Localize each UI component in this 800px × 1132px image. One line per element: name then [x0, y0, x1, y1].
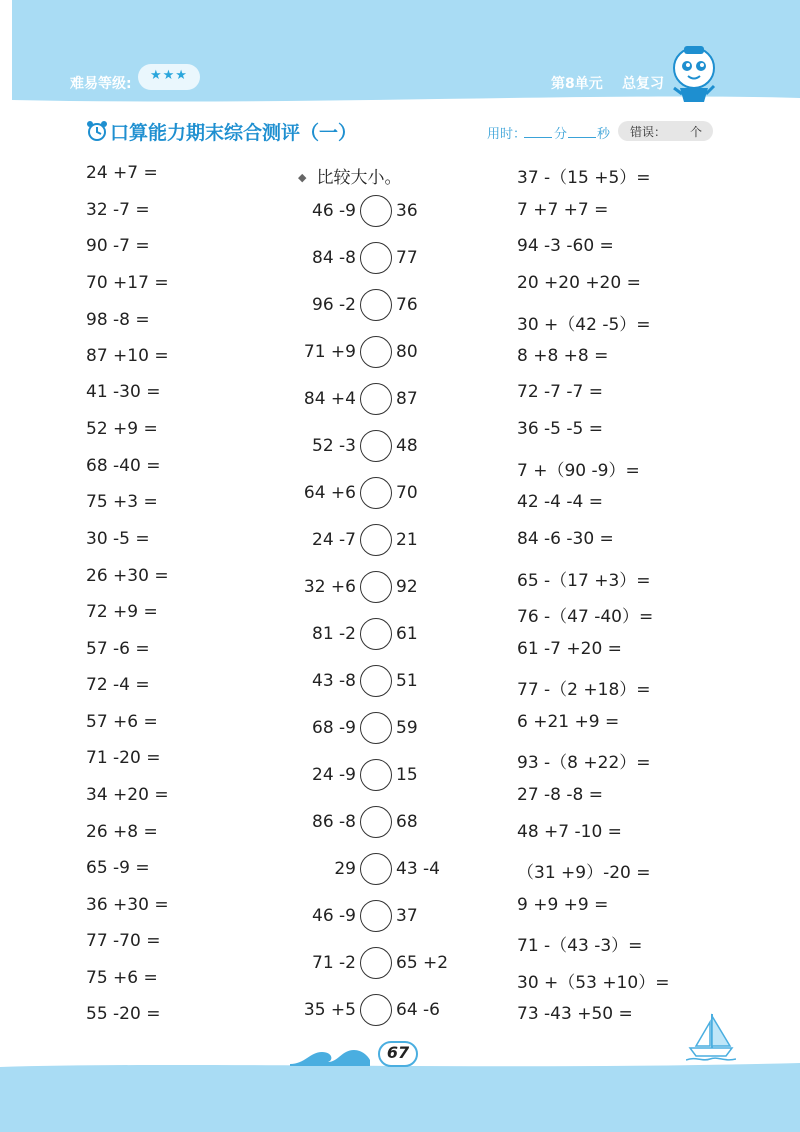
compare-answer-circle[interactable] — [360, 759, 392, 791]
seconds-blank[interactable] — [568, 137, 596, 138]
compare-right-expr: 15 — [396, 765, 418, 785]
difficulty-label: 难易等级: — [70, 76, 132, 92]
compare-left-expr: 84 -8 — [312, 248, 356, 268]
compare-left-expr: 32 +6 — [303, 577, 356, 597]
sailboat-icon — [686, 1012, 736, 1062]
problem-item: 6 +21 +9 = — [517, 712, 620, 732]
errors-label: 错误： — [630, 125, 667, 139]
problem-item: 65 -9 = — [86, 858, 150, 878]
problem-item: 57 +6 = — [86, 712, 158, 732]
wave-icon — [290, 1044, 370, 1068]
compare-left-expr: 68 -9 — [312, 718, 356, 738]
problem-item: 42 -4 -4 = — [517, 492, 603, 512]
compare-right-expr: 21 — [396, 530, 418, 550]
footer-band — [0, 1061, 800, 1132]
problem-item: 93 -（8 +22）= — [517, 753, 651, 773]
difficulty-stars: ★★★ — [150, 68, 188, 83]
problem-item: 65 -（17 +3）= — [517, 571, 651, 591]
compare-right-expr: 65 +2 — [396, 953, 449, 973]
compare-left-expr: 52 -3 — [312, 436, 356, 456]
compare-answer-circle[interactable] — [360, 571, 392, 603]
problem-item: 26 +30 = — [86, 566, 169, 586]
problem-item: 98 -8 = — [86, 310, 150, 330]
unit-title: 第8单元 — [551, 76, 603, 92]
problem-item: 8 +8 +8 = — [517, 346, 609, 366]
problem-item: 30 -5 = — [86, 529, 150, 549]
page-title: 口算能力期末综合测评（一） — [110, 122, 358, 144]
errors-unit: 个 — [690, 125, 703, 139]
problem-item: 70 +17 = — [86, 273, 169, 293]
problem-item: 71 -（43 -3）= — [517, 936, 643, 956]
problem-item: 55 -20 = — [86, 1004, 161, 1024]
problem-item: 27 -8 -8 = — [517, 785, 603, 805]
problem-item: 75 +6 = — [86, 968, 158, 988]
problem-item: 71 -20 = — [86, 748, 161, 768]
compare-right-expr: 48 — [396, 436, 418, 456]
compare-answer-circle[interactable] — [360, 242, 392, 274]
compare-answer-circle[interactable] — [360, 900, 392, 932]
compare-left-expr: 35 +5 — [303, 1000, 356, 1020]
compare-right-expr: 36 — [396, 201, 418, 221]
problem-item: 36 +30 = — [86, 895, 169, 915]
compare-right-expr: 70 — [396, 483, 418, 503]
compare-left-expr: 46 -9 — [312, 201, 356, 221]
compare-right-expr: 87 — [396, 389, 418, 409]
compare-answer-circle[interactable] — [360, 289, 392, 321]
compare-left-expr: 71 -2 — [312, 953, 356, 973]
compare-left-expr: 24 -7 — [312, 530, 356, 550]
compare-heading — [298, 163, 401, 188]
compare-right-expr: 43 -4 — [396, 859, 440, 879]
diamond-bullet-icon: ◆ — [298, 171, 307, 184]
compare-right-expr: 80 — [396, 342, 418, 362]
second-unit: 秒 — [597, 127, 611, 142]
problem-item: 90 -7 = — [86, 236, 150, 256]
problem-item: 68 -40 = — [86, 456, 161, 476]
compare-left-expr: 96 -2 — [312, 295, 356, 315]
problem-item: 77 -70 = — [86, 931, 161, 951]
minutes-blank[interactable] — [524, 137, 552, 138]
compare-right-expr: 51 — [396, 671, 418, 691]
problem-item: 72 -7 -7 = — [517, 382, 603, 402]
compare-answer-circle[interactable] — [360, 195, 392, 227]
compare-answer-circle[interactable] — [360, 477, 392, 509]
problem-item: 9 +9 +9 = — [517, 895, 609, 915]
problem-item: 77 -（2 +18）= — [517, 680, 651, 700]
compare-right-expr: 92 — [396, 577, 418, 597]
problem-item: （31 +9）-20 = — [517, 863, 651, 883]
compare-right-expr: 59 — [396, 718, 418, 738]
compare-answer-circle[interactable] — [360, 853, 392, 885]
problem-item: 48 +7 -10 = — [517, 822, 622, 842]
problem-item: 30 +（42 -5）= — [517, 315, 651, 335]
minute-unit: 分 — [554, 127, 568, 142]
compare-left-expr: 46 -9 — [312, 906, 356, 926]
problem-item: 72 +9 = — [86, 602, 158, 622]
problem-item: 26 +8 = — [86, 822, 158, 842]
problem-item: 76 -（47 -40）= — [517, 607, 654, 627]
compare-answer-circle[interactable] — [360, 430, 392, 462]
compare-answer-circle[interactable] — [360, 806, 392, 838]
compare-left-expr: 81 -2 — [312, 624, 356, 644]
problem-item: 84 -6 -30 = — [517, 529, 614, 549]
compare-right-expr: 64 -6 — [396, 1000, 440, 1020]
compare-right-expr: 77 — [396, 248, 418, 268]
compare-left-expr: 84 +4 — [303, 389, 356, 409]
compare-heading-text: 比较大小。 — [316, 168, 402, 188]
problem-item: 7 +7 +7 = — [517, 200, 609, 220]
problem-item: 30 +（53 +10）= — [517, 973, 670, 993]
problem-item: 73 -43 +50 = — [517, 1004, 633, 1024]
compare-left-expr: 43 -8 — [312, 671, 356, 691]
compare-left-expr: 71 +9 — [303, 342, 356, 362]
problem-item: 37 -（15 +5）= — [517, 168, 651, 188]
compare-left-expr: 86 -8 — [312, 812, 356, 832]
compare-answer-circle[interactable] — [360, 524, 392, 556]
compare-answer-circle[interactable] — [360, 383, 392, 415]
problem-item: 34 +20 = — [86, 785, 169, 805]
time-label: 用时： — [487, 127, 527, 142]
compare-left-expr: 24 -9 — [312, 765, 356, 785]
compare-right-expr: 76 — [396, 295, 418, 315]
compare-left-expr: 29 — [334, 859, 356, 879]
compare-right-expr: 37 — [396, 906, 418, 926]
problem-item: 75 +3 = — [86, 492, 158, 512]
problem-item: 32 -7 = — [86, 200, 150, 220]
problem-item: 94 -3 -60 = — [517, 236, 614, 256]
compare-answer-circle[interactable] — [360, 994, 392, 1026]
problem-item: 41 -30 = — [86, 382, 161, 402]
compare-left-expr: 64 +6 — [303, 483, 356, 503]
problem-item: 7 +（90 -9）= — [517, 461, 640, 481]
compare-answer-circle[interactable] — [360, 618, 392, 650]
compare-right-expr: 68 — [396, 812, 418, 832]
problem-item: 72 -4 = — [86, 675, 150, 695]
problem-item: 61 -7 +20 = — [517, 639, 622, 659]
problem-item: 52 +9 = — [86, 419, 158, 439]
problem-item: 20 +20 +20 = — [517, 273, 641, 293]
page-number: 67 — [386, 1043, 410, 1062]
alarm-clock-icon — [86, 120, 108, 142]
unit-subtitle: 总复习 — [622, 76, 664, 92]
problem-item: 87 +10 = — [86, 346, 169, 366]
compare-right-expr: 61 — [396, 624, 418, 644]
compare-answer-circle[interactable] — [360, 336, 392, 368]
mascot-icon — [664, 42, 726, 106]
problem-item: 36 -5 -5 = — [517, 419, 603, 439]
compare-answer-circle[interactable] — [360, 712, 392, 744]
problem-item: 24 +7 = — [86, 163, 158, 183]
compare-answer-circle[interactable] — [360, 947, 392, 979]
problem-item: 57 -6 = — [86, 639, 150, 659]
compare-answer-circle[interactable] — [360, 665, 392, 697]
